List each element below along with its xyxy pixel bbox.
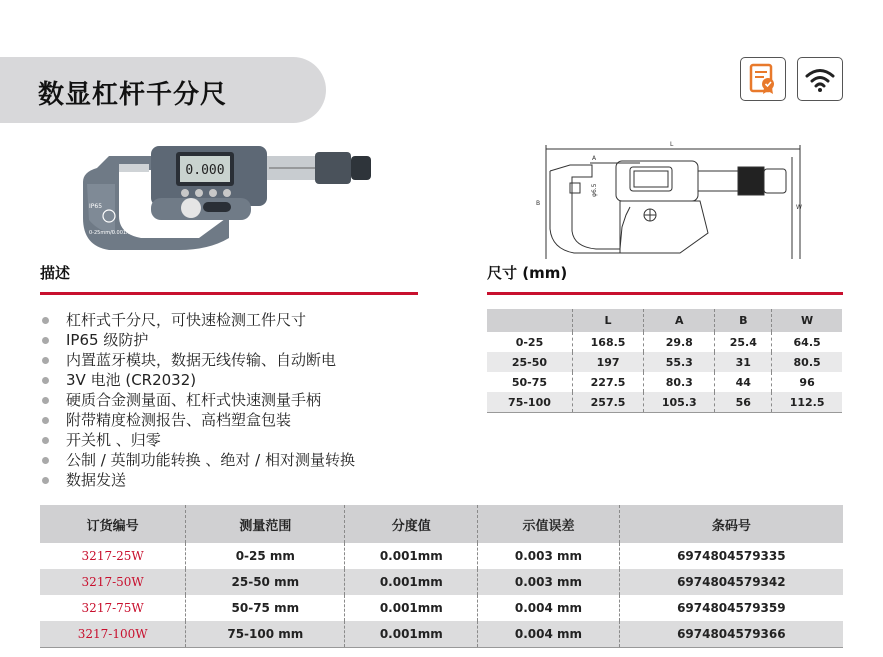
description-heading: 描述 <box>40 264 71 282</box>
order-code: 3217-25W <box>81 549 144 563</box>
bullet-icon <box>42 457 49 464</box>
bullet-icon <box>42 477 49 484</box>
table-cell: 197 <box>572 352 643 372</box>
dimensions-heading: 尺寸 (mm) <box>487 264 568 282</box>
table-cell: 0.004 mm <box>478 621 619 648</box>
feature-list <box>40 310 355 490</box>
table-row <box>40 569 843 595</box>
column-header: 订货编号 <box>40 505 186 543</box>
table-cell: 0.001mm <box>345 621 478 648</box>
table-cell: 0-25 mm <box>186 543 345 569</box>
table-cell: 112.5 <box>772 392 842 413</box>
list-item: 附带精度检测报告、高档塑盒包装 <box>40 410 355 430</box>
label-B: B <box>536 200 541 207</box>
label-A: A <box>592 155 597 162</box>
table-cell: 55.3 <box>644 352 715 372</box>
table-cell: 25-50 mm <box>186 569 345 595</box>
ip-marking: IP65 <box>89 203 103 210</box>
range-marking: 0-25mm/0.001mm <box>89 230 136 236</box>
table-cell: 25-50 <box>487 352 572 372</box>
description-rule <box>40 292 418 295</box>
micrometer-photo <box>79 138 375 250</box>
list-item: 杠杆式千分尺，可快速检测工件尺寸 <box>40 310 355 330</box>
table-cell: 75-100 <box>487 392 572 413</box>
label-W: W <box>796 204 802 211</box>
table-row <box>40 595 843 621</box>
column-header: L <box>572 309 643 332</box>
column-header: A <box>644 309 715 332</box>
display-value: 0.000 <box>185 163 225 178</box>
table-row <box>487 372 842 392</box>
table-cell: 0.001mm <box>345 569 478 595</box>
bullet-icon <box>42 337 49 344</box>
bullet-icon <box>42 417 49 424</box>
list-item: 开关机 、归零 <box>40 430 355 450</box>
table-cell: 29.8 <box>644 332 715 352</box>
bullet-icon <box>42 437 49 444</box>
table-row <box>40 621 843 648</box>
list-item: 硬质合金测量面、杠杆式快速测量手柄 <box>40 390 355 410</box>
table-cell: 6974804579359 <box>619 595 843 621</box>
wifi-icon <box>797 57 843 101</box>
order-table <box>40 505 843 648</box>
bullet-icon <box>42 377 49 384</box>
column-header: W <box>772 309 842 332</box>
order-code: 3217-50W <box>40 569 186 595</box>
table-cell: 75-100 mm <box>186 621 345 648</box>
column-header: B <box>715 309 772 332</box>
order-code: 3217-100W <box>40 621 186 648</box>
table-row <box>487 332 842 352</box>
table-cell: 168.5 <box>572 332 643 352</box>
table-cell: 80.5 <box>772 352 842 372</box>
table-header-row <box>40 505 843 543</box>
dimension-drawing <box>530 135 822 263</box>
table-cell: 0.003 mm <box>478 543 619 569</box>
table-row <box>40 543 843 569</box>
table-header-row <box>487 309 842 332</box>
table-cell: 6974804579366 <box>619 621 843 648</box>
table-row <box>487 352 842 372</box>
table-cell: 6974804579342 <box>619 569 843 595</box>
list-item: IP65 级防护 <box>40 330 355 350</box>
table-cell: 44 <box>715 372 772 392</box>
label-L: L <box>670 141 674 148</box>
certificate-icon <box>740 57 786 101</box>
table-cell: 25.4 <box>715 332 772 352</box>
table-cell: 227.5 <box>572 372 643 392</box>
table-cell: 0.001mm <box>345 543 478 569</box>
table-cell: 80.3 <box>644 372 715 392</box>
list-item: 内置蓝牙模块，数据无线传输、自动断电 <box>40 350 355 370</box>
bullet-icon <box>42 317 49 324</box>
table-cell: 56 <box>715 392 772 413</box>
column-header: 示值误差 <box>478 505 619 543</box>
column-header: 分度值 <box>345 505 478 543</box>
table-cell: 0.004 mm <box>478 595 619 621</box>
table-cell: 0-25 <box>515 335 544 349</box>
dimensions-rule <box>487 292 843 295</box>
order-code: 3217-75W <box>81 601 144 615</box>
list-item: 数据发送 <box>40 470 355 490</box>
table-cell: 0.003 mm <box>478 569 619 595</box>
table-cell: 50-75 <box>511 375 548 389</box>
table-cell: 0.001mm <box>345 595 478 621</box>
list-item: 3V 电池 (CR2032) <box>40 370 355 390</box>
table-cell: 31 <box>715 352 772 372</box>
bullet-icon <box>42 357 49 364</box>
column-header <box>487 309 572 332</box>
page-title: 数显杠杆千分尺 <box>38 80 228 110</box>
table-cell: 6974804579335 <box>619 543 843 569</box>
column-header: 条码号 <box>619 505 843 543</box>
table-cell: 64.5 <box>772 332 842 352</box>
table-row <box>487 392 842 413</box>
table-cell: 50-75 mm <box>186 595 345 621</box>
table-cell: 105.3 <box>644 392 715 413</box>
column-header: 测量范围 <box>186 505 345 543</box>
bullet-icon <box>42 397 49 404</box>
label-diameter: φ6.5 <box>591 183 598 197</box>
table-cell: 96 <box>772 372 842 392</box>
dimension-table <box>487 309 842 413</box>
list-item: 公制 / 英制功能转换 、绝对 / 相对测量转换 <box>40 450 355 470</box>
table-cell: 257.5 <box>572 392 643 413</box>
